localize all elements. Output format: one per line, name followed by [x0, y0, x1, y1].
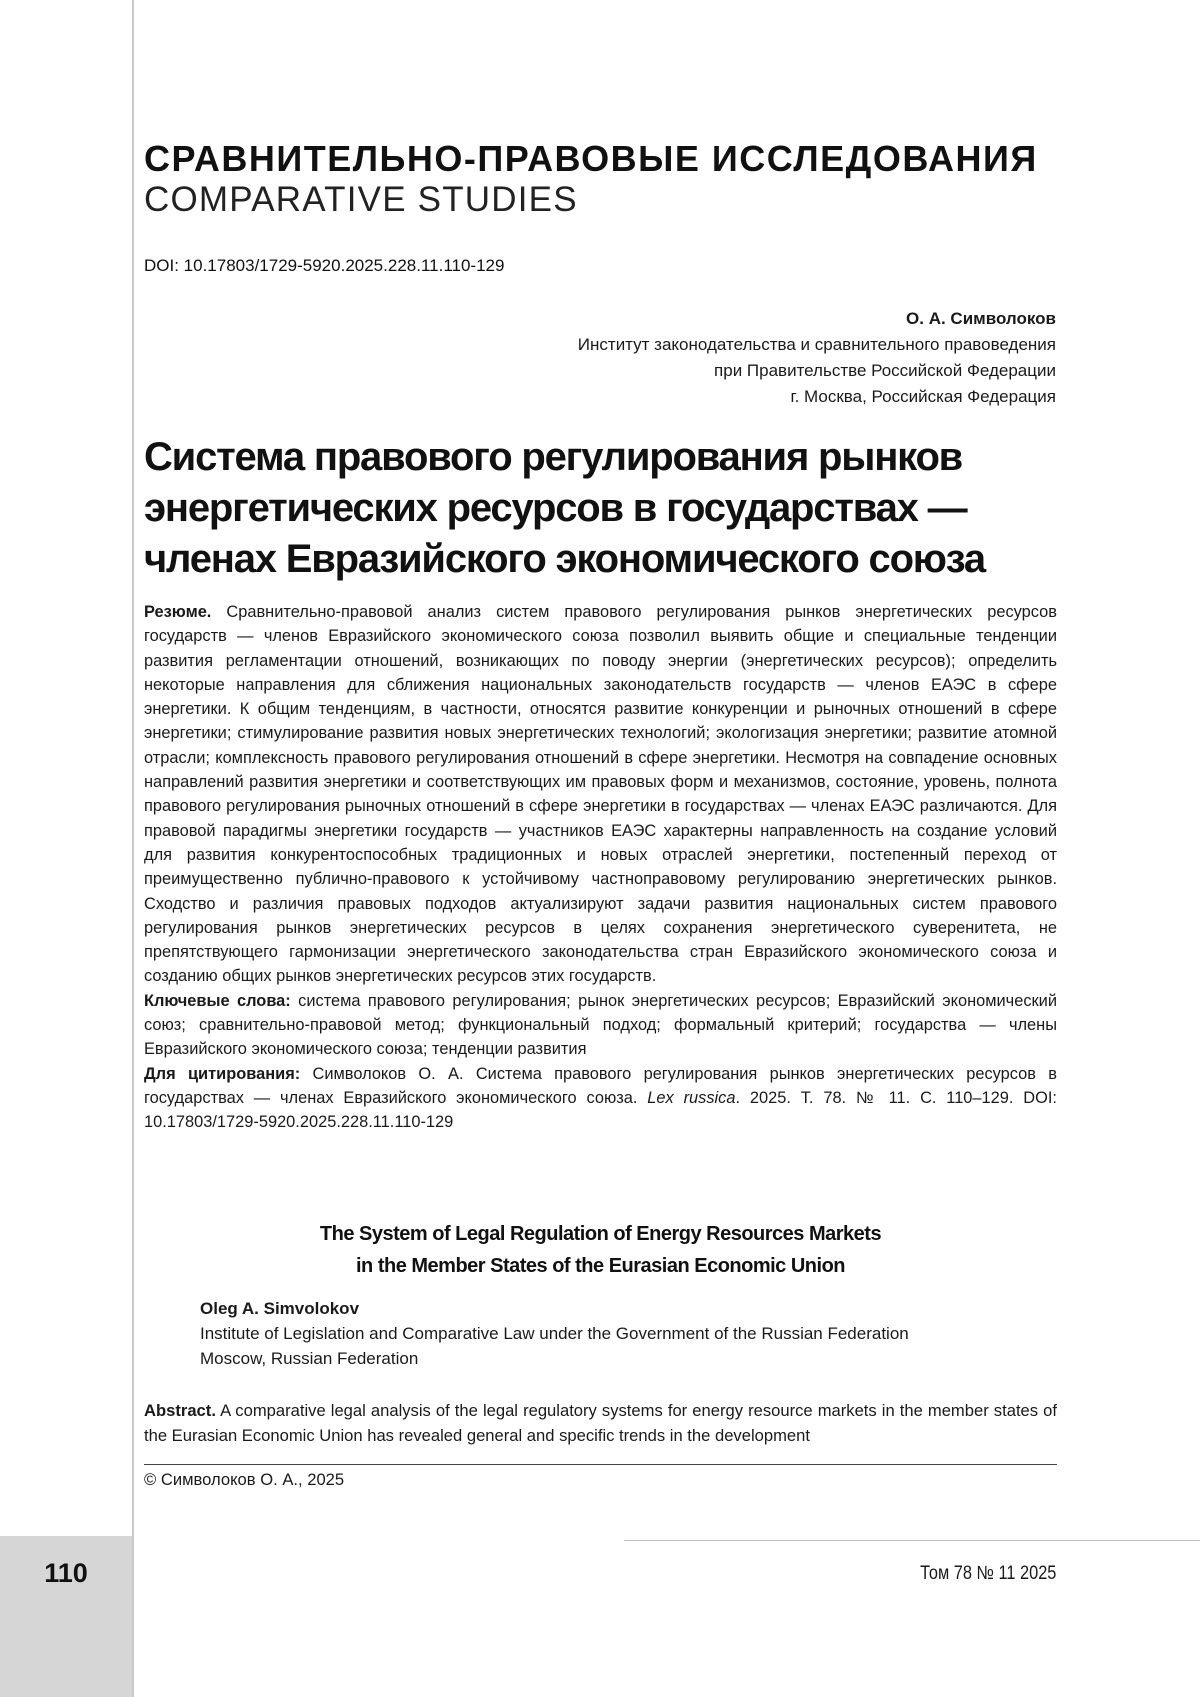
copyright: © Символоков О. А., 2025: [144, 1470, 345, 1489]
author-affiliation-en: Institute of Legislation and Comparative Law under the Government of the Russian Federation: [200, 1324, 909, 1343]
left-margin: [0, 0, 132, 1697]
author-name-en: Oleg A. Simvolokov: [200, 1299, 360, 1318]
citation-ru-text: Символоков О. А. Система правового регулирования рынков энергетических ресурсов в государствах — членах Евразийского экономического союза.: [144, 1064, 1057, 1107]
citation-ru-label: Для цитирования:: [144, 1064, 301, 1083]
abstract-ru-text: Сравнительно-правовой анализ систем правового регулирования рынков энергетических ресурсов государств — членов Евразийского экономического союза позволил выявить общие и специальные тенденции развития регламентации отношений, возникающих по поводу энергии (энергетических ресурсов); определить некоторые направления для сближения национальных законодательств государств — членов ЕАЭС в сфере энергетики. К общим тенденциям, в частности, относятся развитие конкуренции и рыночных отношений в сфере энергетики; стимулирование развития новых энергетических технологий; экологизация энергетики; развитие атомной отрасли; комплексность правового регулирования отношений в сфере энергетики. Несмотря на совпадение основных направлений развития энергетики и соответствующих им правовых форм и механизмов, состояние, уровень, полнота правового регулирования рыночных отношений в сфере энергетики в государствах — членах ЕАЭС различаются. Для правовой парадигмы энергетики государств — участников ЕАЭС характерны направленность на создание условий для развития конкурентоспособных традиционных и новых отраслей энергетики, постепенный переход от преимущественно публично-правового к устойчивому частноправовому регулированию энергетических рынков. Сходство и различия правовых подходов актуализируют задачи развития национальных систем правового регулирования рынков энергетических ресурсов в целях сохранения энергетического суверенитета, не препятствующего гармонизации энергетического законодательства стран Евразийского экономического союза и созданию общих рынков энергетических ресурсов этих государств.: [144, 603, 1057, 986]
article-title-ru: Система правового регулирования рынков энергетических ресурсов в государствах — членах Евразийского экономического союза: [144, 435, 985, 581]
page-number: 110: [44, 1558, 88, 1588]
article-title-en: [144, 1218, 1057, 1282]
issue-info: Том 78 № 11 2025: [919, 1563, 1056, 1584]
keywords-ru-label: Ключевые слова:: [144, 991, 291, 1010]
footnote-rule: [144, 1464, 1057, 1465]
keywords-ru-text: система правового регулирования; рынок энергетических ресурсов; Евразийский экономический союз; сравнительно-правовой метод; функциональный подход; формальный критерий; государства — члены Евразийского экономического союза; тенденции развития: [144, 991, 1057, 1059]
author-location-en: Moscow, Russian Federation: [200, 1349, 419, 1368]
footer-rule: [624, 1540, 1200, 1541]
author-name-ru: О. А. Символоков: [906, 309, 1056, 328]
abstract-ru: [144, 600, 1057, 989]
abstract-ru-label: Резюме.: [144, 603, 212, 621]
author-affiliation-ru-1: Институт законодательства и сравнительного правоведения: [577, 335, 1056, 354]
keywords-ru: [144, 989, 1057, 1062]
author-block-ru: [578, 306, 1056, 410]
abstract-en: [144, 1398, 1057, 1448]
margin-rule: [132, 0, 134, 1697]
abstract-en-text: A comparative legal analysis of the legal regulatory systems for energy resource markets in the member states of the Eurasian Economic Union has revealed general and specific trends in the development: [144, 1401, 1057, 1445]
author-block-en: [200, 1296, 909, 1371]
doi: DOI: 10.17803/1729-5920.2025.228.11.110-129: [144, 256, 505, 275]
author-affiliation-ru-2: при Правительстве Российской Федерации: [714, 361, 1056, 380]
abstract-en-label: Abstract.: [144, 1401, 216, 1420]
article-title-en-line2: in the Member States of the Eurasian Economic Union: [355, 1255, 846, 1277]
section-title-en: COMPARATIVE STUDIES: [144, 180, 578, 219]
abstract-block-ru: [144, 600, 1057, 1135]
citation-journal: Lex russica: [647, 1088, 736, 1107]
citation-ru-details: . 2025. Т. 78. № 11. С. 110–129. DOI: 10.17803/1729-5920.2025.228.11.110-129: [144, 1088, 1057, 1132]
section-title-ru: СРАВНИТЕЛЬНО-ПРАВОВЫЕ ИССЛЕДОВАНИЯ: [144, 138, 1038, 179]
citation-ru: [144, 1062, 1057, 1135]
author-location-ru: г. Москва, Российская Федерация: [790, 387, 1056, 406]
article-title-en-line1: The System of Legal Regulation of Energy Resources Markets: [319, 1223, 882, 1245]
